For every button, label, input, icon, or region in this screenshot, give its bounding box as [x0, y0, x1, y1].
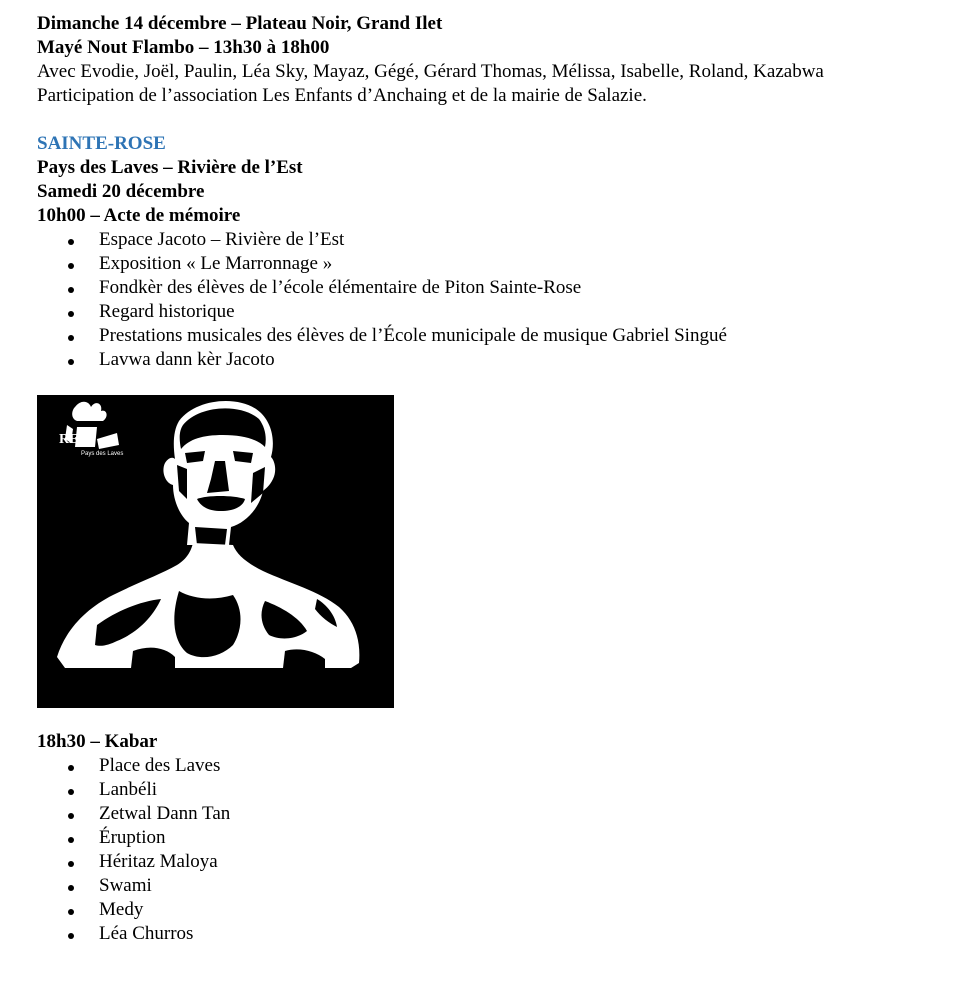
- bullet-icon: [68, 263, 74, 269]
- list-item: Regard historique: [37, 300, 937, 324]
- list-item: Léa Churros: [37, 922, 937, 946]
- list-item: Prestations musicales des élèves de l’École municipale de musique Gabriel Singué: [37, 324, 937, 348]
- list-item: Fondkèr des élèves de l’école élémentaire de Piton Sainte-Rose: [37, 276, 937, 300]
- list-item: Exposition « Le Marronnage »: [37, 252, 937, 276]
- bullet-icon: [68, 359, 74, 365]
- bullet-icon: [68, 311, 74, 317]
- list-item: Place des Laves: [37, 754, 937, 778]
- acte-list: [37, 228, 937, 372]
- list-item: Héritaz Maloya: [37, 850, 937, 874]
- event-date-line: Dimanche 14 décembre – Plateau Noir, Grand Ilet: [37, 13, 443, 34]
- bullet-icon: [68, 239, 74, 245]
- list-item: Lanbéli: [37, 778, 937, 802]
- bullet-icon: [68, 765, 74, 771]
- list-item: Zetwal Dann Tan: [37, 802, 937, 826]
- list-item: Espace Jacoto – Rivière de l’Est: [37, 228, 937, 252]
- event-artists-line: Avec Evodie, Joël, Paulin, Léa Sky, Mayaz, Gégé, Gérard Thomas, Mélissa, Isabelle, Roland, Kazabwa: [37, 61, 824, 82]
- bullet-icon: [68, 909, 74, 915]
- list-item: Swami: [37, 874, 937, 898]
- event-title-line: Mayé Nout Flambo – 13h30 à 18h00: [37, 37, 330, 58]
- document-page: [37, 12, 937, 946]
- list-item: Lavwa dann kèr Jacoto: [37, 348, 937, 372]
- event-participation-line: Participation de l’association Les Enfants d’Anchaing et de la mairie de Salazie.: [37, 85, 647, 106]
- acte-time-title: 10h00 – Acte de mémoire: [37, 205, 241, 226]
- bullet-icon: [68, 837, 74, 843]
- section-place: Pays des Laves – Rivière de l’Est: [37, 157, 303, 178]
- kabar-list: [37, 754, 937, 946]
- list-item: Medy: [37, 898, 937, 922]
- bullet-icon: [68, 885, 74, 891]
- jacoto-portrait-image: [37, 395, 394, 708]
- section-date: Samedi 20 décembre: [37, 181, 205, 202]
- bullet-icon: [68, 789, 74, 795]
- kabar-time-title: 18h30 – Kabar: [37, 731, 158, 752]
- section-heading: SAINTE-ROSE: [37, 133, 166, 154]
- spacer: [37, 108, 937, 132]
- svg-text:REG: REG: [59, 432, 90, 447]
- bullet-icon: [68, 861, 74, 867]
- list-item: Éruption: [37, 826, 937, 850]
- portrait-illustration: [37, 395, 394, 708]
- logo-caption: Pays des Laves: [81, 451, 124, 457]
- bullet-icon: [68, 813, 74, 819]
- bullet-icon: [68, 933, 74, 939]
- bullet-icon: [68, 287, 74, 293]
- bullet-icon: [68, 335, 74, 341]
